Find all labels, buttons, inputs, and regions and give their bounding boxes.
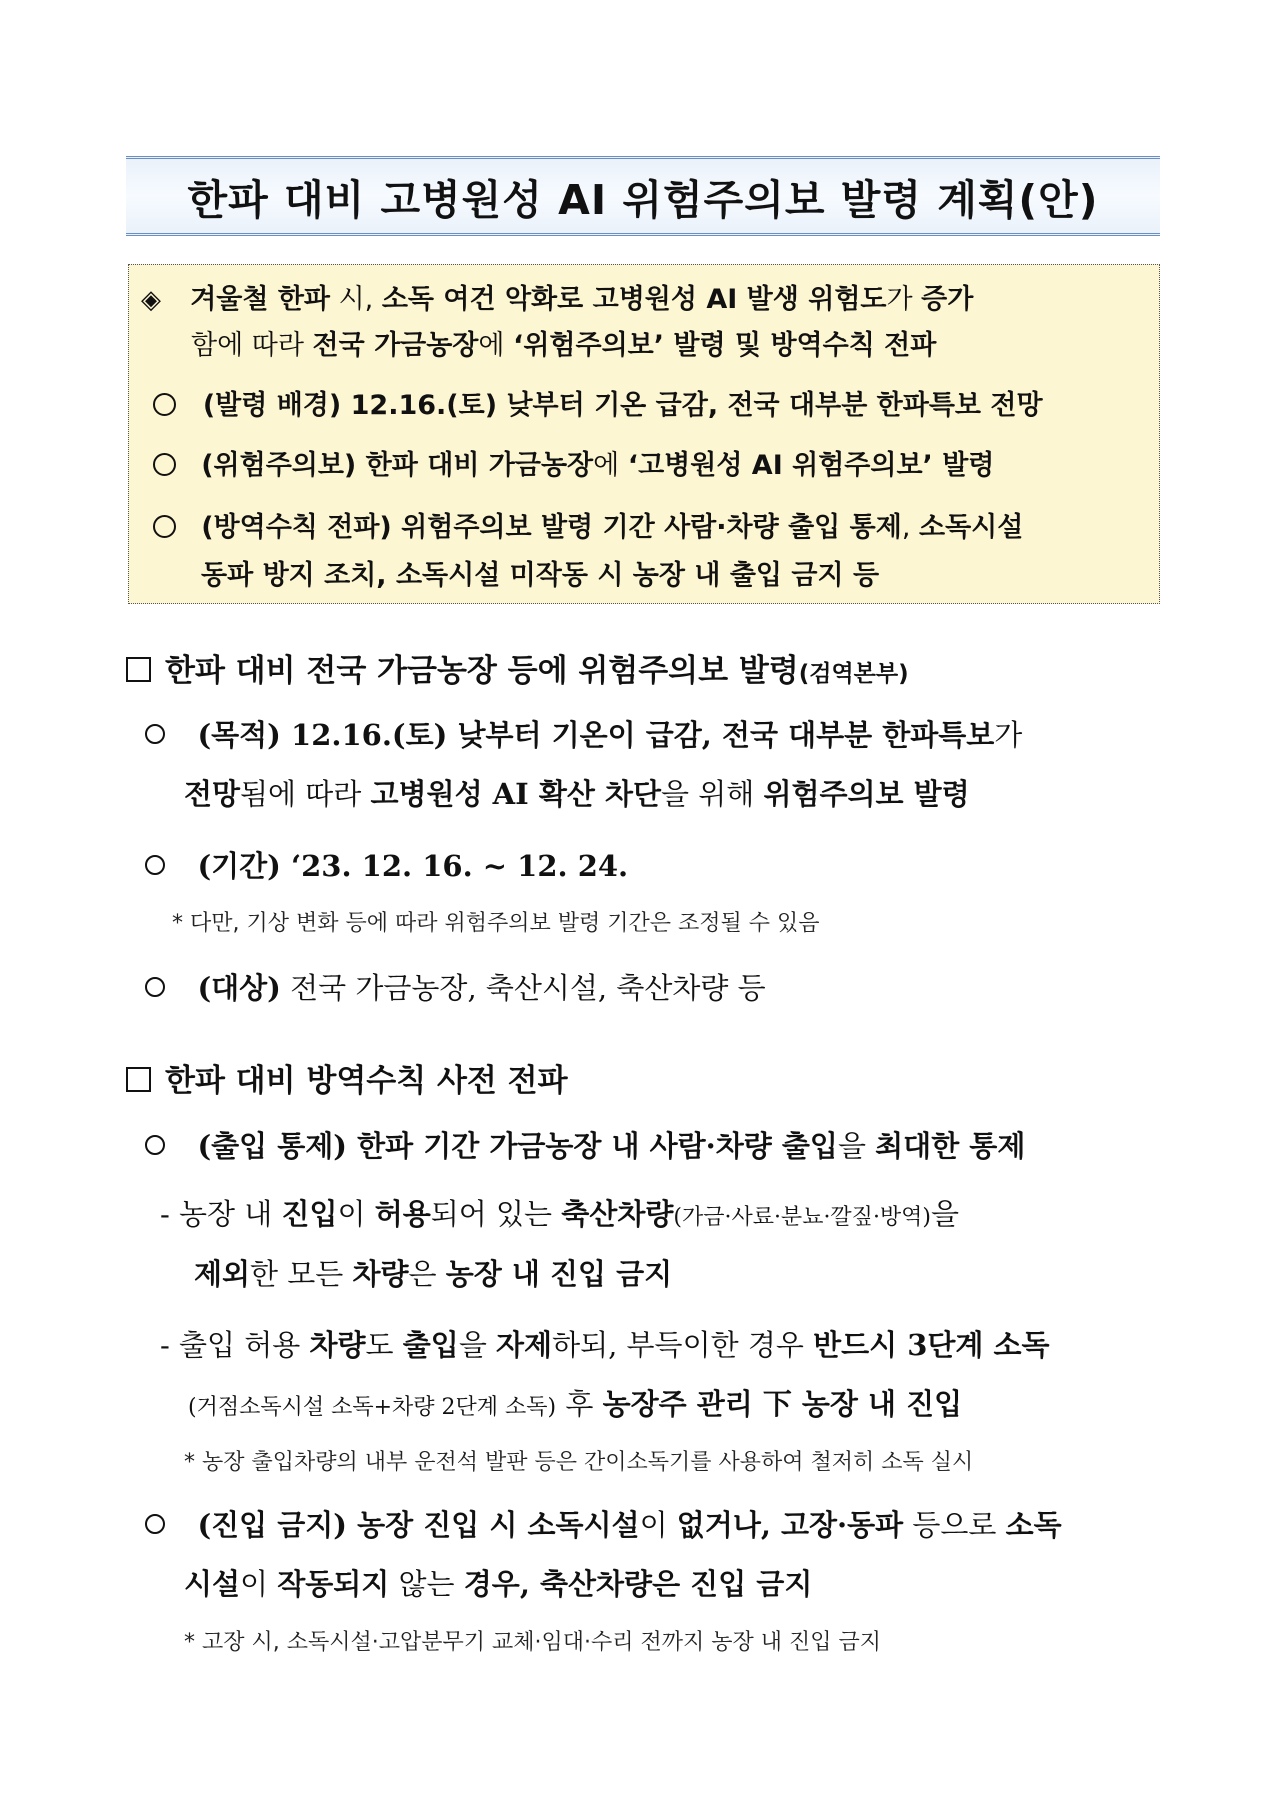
document-title: 한파 대비 고병원성 AI 위험주의보 발령 계획(안) — [187, 175, 1099, 224]
target-line: (대상) 전국 가금농장, 축산시설, 축산차량 등 — [145, 966, 766, 1007]
circle-bullet-icon — [145, 724, 165, 744]
ban-line-2: 시설이 작동되지 않는 경우, 축산차량은 진입 금지 — [184, 1567, 813, 1601]
purpose-line-1: (목적) 12.16.(토) 낮부터 기온이 급감, 전국 대부분 한파특보가 — [145, 713, 1022, 754]
square-bullet-icon — [126, 1067, 151, 1092]
purpose-line-2: 전망됨에 따라 고병원성 AI 확산 차단을 위해 위험주의보 발령 — [184, 777, 970, 811]
summary-item-rules-line-2: 동파 방지 조치, 소독시설 미작동 시 농장 내 출입 금지 등 — [201, 560, 880, 591]
period-line: (기간) ‘23. 12. 16. ~ 12. 24. — [145, 844, 628, 885]
control-note: * 농장 출입차량의 내부 운전석 발판 등은 간이소독기를 사용하여 철저히 소독 실시 — [184, 1450, 974, 1475]
section-2-heading: 한파 대비 방역수칙 사전 전파 — [126, 1055, 568, 1100]
control-dash-1-line-2: 제외한 모든 차량은 농장 내 진입 금지 — [194, 1257, 673, 1291]
title-banner — [126, 156, 1160, 236]
section-1-source: (검역본부) — [798, 661, 909, 687]
control-line: (출입 통제) 한파 기간 가금농장 내 사람·차량 출입을 최대한 통제 — [145, 1124, 1025, 1165]
summary-main-line-1: ◈ 겨울철 한파 시, 소독 여건 악화로 고병원성 AI 발생 위험도가 증가 — [141, 284, 974, 315]
summary-box — [128, 264, 1160, 604]
period-note: * 다만, 기상 변화 등에 따라 위험주의보 발령 기간은 조정될 수 있음 — [172, 911, 820, 936]
square-bullet-icon — [126, 657, 151, 682]
circle-bullet-icon — [153, 453, 176, 476]
control-dash-2-line-1: - 출입 허용 차량도 출입을 자제하되, 부득이한 경우 반드시 3단계 소독 — [160, 1328, 1050, 1362]
circle-bullet-icon — [153, 515, 176, 538]
circle-bullet-icon — [145, 1135, 165, 1155]
circle-bullet-icon — [145, 977, 165, 997]
summary-item-background: (발령 배경) 12.16.(토) 낮부터 기온 급감, 전국 대부분 한파특보 전망 — [153, 383, 1043, 422]
ban-line-1: (진입 금지) 농장 진입 시 소독시설이 없거나, 고장·동파 등으로 소독 — [145, 1503, 1062, 1544]
diamond-bullet-icon: ◈ — [141, 285, 161, 315]
control-dash-1-line-1: - 농장 내 진입이 허용되어 있는 축산차량(가금·사료·분뇨·깔짚·방역)을 — [160, 1197, 960, 1231]
summary-item-advisory: (위험주의보) 한파 대비 가금농장에 ‘고병원성 AI 위험주의보’ 발령 — [153, 443, 994, 482]
circle-bullet-icon — [153, 393, 176, 416]
circle-bullet-icon — [145, 855, 165, 875]
summary-main-line-2: 함에 따라 전국 가금농장에 ‘위험주의보’ 발령 및 방역수칙 전파 — [191, 330, 937, 361]
circle-bullet-icon — [145, 1514, 165, 1534]
control-dash-2-line-2: (거점소독시설 소독+차량 2단계 소독) 후 농장주 관리 下 농장 내 진입 — [188, 1387, 963, 1421]
summary-item-rules-line-1: (방역수칙 전파) 위험주의보 발령 기간 사람·차량 출입 통제, 소독시설 — [153, 505, 1023, 544]
ban-note: * 고장 시, 소독시설·고압분무기 교체·임대·수리 전까지 농장 내 진입 금지 — [184, 1630, 881, 1655]
section-1-heading: 한파 대비 전국 가금농장 등에 위험주의보 발령(검역본부) — [126, 645, 909, 690]
